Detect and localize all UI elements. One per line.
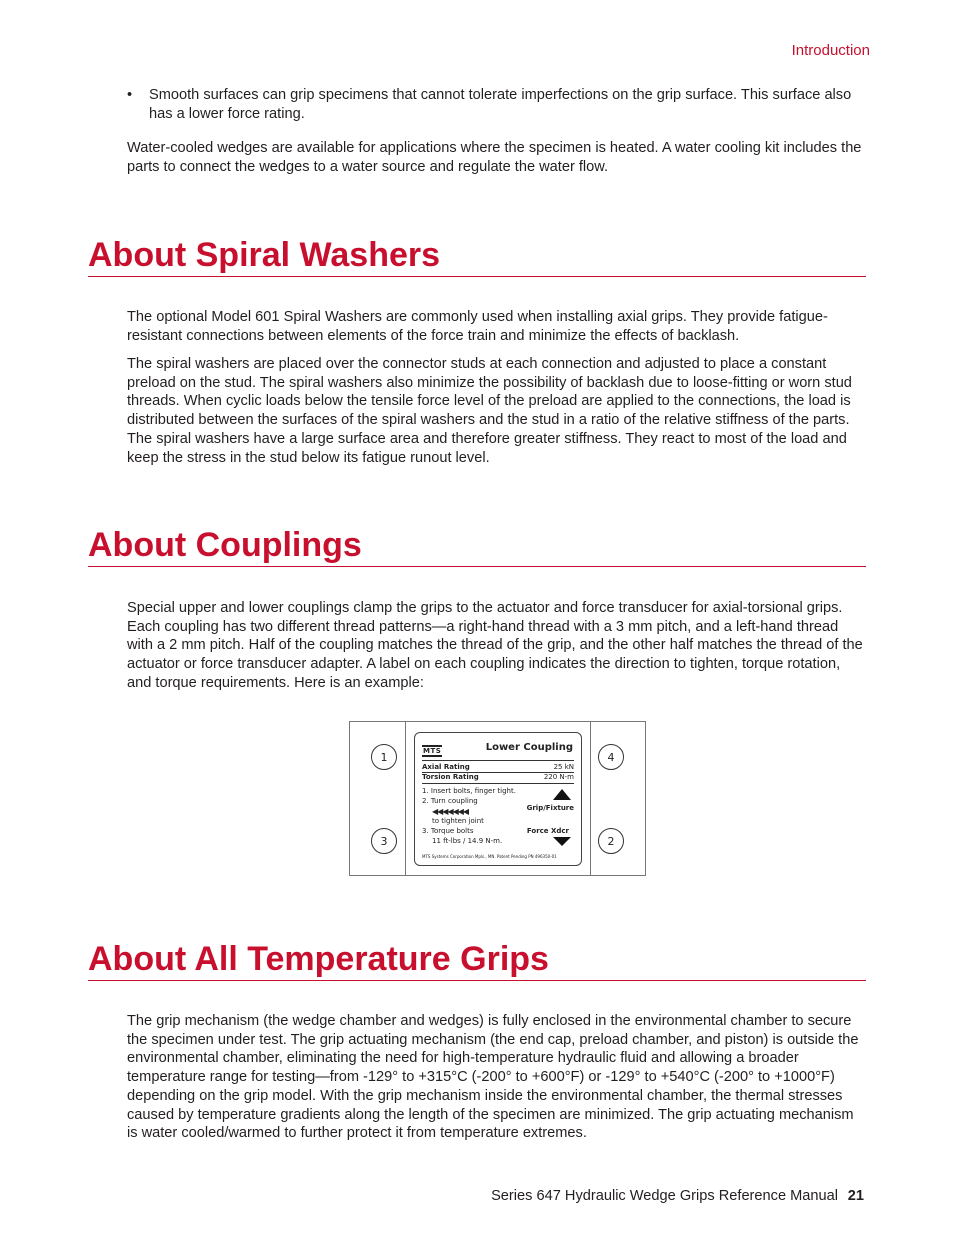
grip-fixture-label: Grip/Fixture [526,804,574,812]
callout-3: 3 [371,828,397,854]
arrow-down-icon [553,837,571,846]
figure-divider-left [405,722,406,875]
footer-manual-title: Series 647 Hydraulic Wedge Grips Reference Manual [491,1188,838,1204]
step-2: 2. Turn coupling [422,797,478,805]
torque-value: 11 ft-lbs / 14.9 N-m. [432,837,503,845]
coupling-label-figure [349,721,646,876]
paragraph-temperature: The grip mechanism (the wedge chamber and wedges) is fully enclosed in the environmental chamber to secure the specimen under test. The grip actuating mechanism (the end cap, preload chamber, and piston) is outside the environmental chamber, eliminating the need for high-temperature hydraulic fluid and allowing a broader temperature range for testing—from -129° to +315°C (-200° to +600°F) or -129° to +540°C (-200° to +1000°F) depending on the grip model. With the grip mechanism inside the environmental chamber, the thermal stresses caused by temperature gradients along the length of the specimen are minimized. The grip actuating mechanism is water cooled/warmed to further protect it from temperature extremes. [127,1013,859,1142]
axial-rating-label: Axial Rating [422,763,470,771]
label-title: Lower Coupling [485,742,573,753]
callout-1: 1 [371,744,397,770]
footer-page-number: 21 [847,1188,864,1204]
torsion-rating-label: Torsion Rating [422,773,479,781]
heading-spiral-washers: About Spiral Washers [88,236,866,277]
rotation-arrows: ◀◀◀◀◀◀◀ [432,807,469,816]
torsion-rating-row [422,773,574,781]
paragraph-couplings: Special upper and lower couplings clamp the grips to the actuator and force transducer for axial-torsional grips. Each coupling has two different thread patterns—a right-hand thread with a 3 mm pitch, and a left-hand thread with a 2 mm pitch. Half of the coupling matches the thread of the grip, and the other half matches the thread of the actuator or force transducer adapter. A label on each coupling indicates the direction to tighten, torque rotation, and torque requirements. Here is an example: [127,600,863,691]
step-3: 3. Torque bolts [422,827,474,835]
bullet-text: Smooth surfaces can grip specimens that cannot tolerate imperfections on the grip surface. This surface also has a lower force rating. [149,87,852,122]
paragraph-spiral-1: The optional Model 601 Spiral Washers are commonly used when installing axial grips. They provide fatigue-resistant connections between elements of the force train and minimize the effects of backlash. [127,309,828,344]
axial-rating-row [422,763,574,771]
heading-couplings: About Couplings [88,526,866,567]
callout-4: 4 [598,744,624,770]
axial-rating-value: 25 kN [553,763,574,771]
running-header: Introduction [791,42,870,59]
arrow-up-icon [553,789,571,800]
paragraph-water-cooled: Water-cooled wedges are available for applications where the specimen is heated. A water cooling kit includes the parts to connect the wedges to a water source and regulate the water flow. [127,140,862,175]
lower-coupling-label [414,732,582,866]
mts-logo: MTS [423,747,442,755]
figure-divider-right [590,722,591,875]
paragraph-spiral-2: The spiral washers are placed over the connector studs at each connection and adjusted to place a constant preload on the stud. The spiral washers also minimize the possibility of backlash due to loose-fitting or worn stud threads. When cyclic loads below the tensile force level of the preload are applied to the connections, the load is distributed between the surfaces of the spiral washers and the stud in a ratio of the relative stiffness of the parts. The spiral washers have a large surface area and therefore greater stiffness. They react to most of the load and keep the stress in the stud below its fatigue runout level. [127,356,852,466]
fine-print: MTS Systems Corporation Mpls., MN. Patent Pending PN 496350-01 [422,854,557,859]
callout-2: 2 [598,828,624,854]
force-xdcr-label: Force Xdcr [526,827,569,835]
bullet-marker: • [127,87,133,103]
label-rule-top [422,760,574,761]
heading-temperature-grips: About All Temperature Grips [88,940,866,981]
tighten-note: to tighten joint [432,817,484,825]
label-rule-bottom [422,783,574,784]
step-1: 1. Insert bolts, finger tight. [422,787,516,795]
torsion-rating-value: 220 N-m [543,773,574,781]
